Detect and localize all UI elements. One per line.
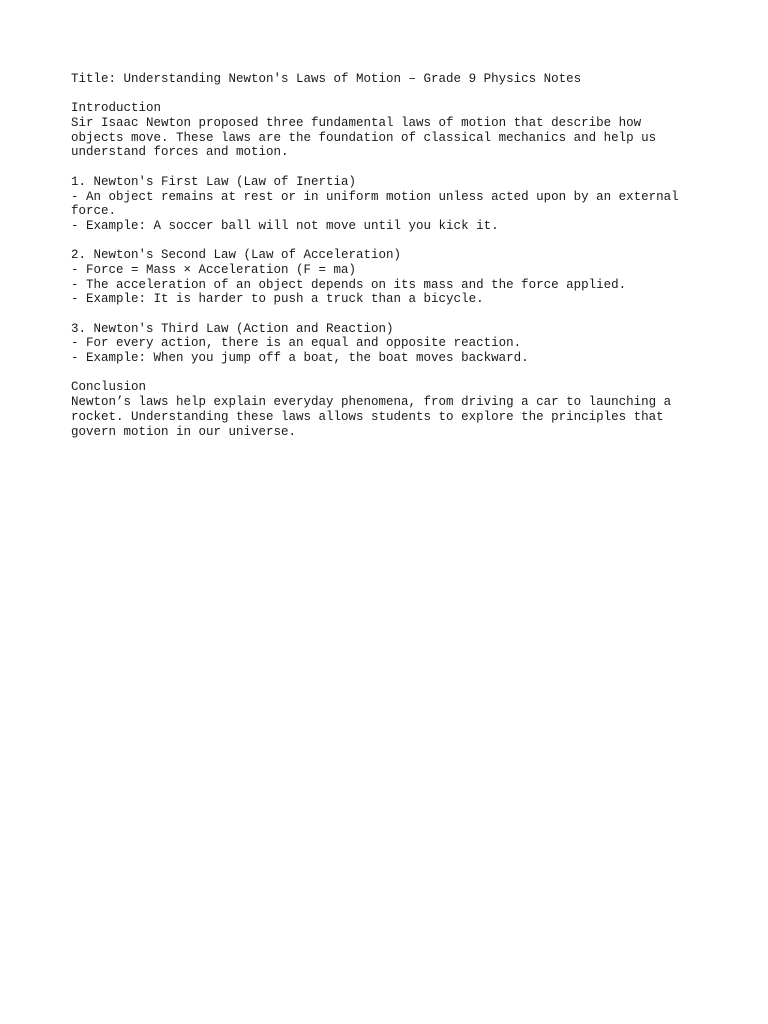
second-law-line: - Force = Mass × Acceleration (F = ma) [71, 262, 357, 277]
introduction-heading: Introduction [71, 101, 162, 116]
document-title: Title: Understanding Newton's Laws of Motion – Grade 9 Physics Notes [71, 72, 582, 86]
first-law-line: - Example: A soccer ball will not move until you kick it. [71, 218, 499, 233]
first-law-line: force. [71, 204, 117, 219]
conclusion-section [71, 380, 711, 439]
second-law-line: - The acceleration of an object depends on its mass and the force applied. [71, 277, 627, 292]
first-law-heading: 1. Newton's First Law (Law of Inertia) [71, 174, 357, 189]
third-law-line: - Example: When you jump off a boat, the boat moves backward. [71, 351, 529, 366]
conclusion-line: Newton’s laws help explain everyday phenomena, from driving a car to launching a [71, 395, 672, 410]
introduction-line: understand forces and motion. [71, 145, 289, 160]
document-title-block [71, 72, 711, 87]
conclusion-line: govern motion in our universe. [71, 424, 297, 439]
introduction-line: objects move. These laws are the foundation of classical mechanics and help us [71, 130, 657, 145]
second-law-line: - Example: It is harder to push a truck than a bicycle. [71, 292, 484, 307]
introduction-line: Sir Isaac Newton proposed three fundamental laws of motion that describe how [71, 116, 642, 131]
conclusion-heading: Conclusion [71, 380, 147, 395]
third-law-section [71, 322, 711, 366]
third-law-heading: 3. Newton's Third Law (Action and Reaction) [71, 321, 394, 336]
first-law-section [71, 175, 711, 234]
document-page [71, 72, 711, 454]
first-law-line: - An object remains at rest or in uniform motion unless acted upon by an external [71, 189, 679, 204]
conclusion-line: rocket. Understanding these laws allows students to explore the principles that [71, 409, 664, 424]
second-law-heading: 2. Newton's Second Law (Law of Acceleration) [71, 248, 402, 263]
second-law-section [71, 248, 711, 307]
third-law-line: - For every action, there is an equal and opposite reaction. [71, 336, 522, 351]
introduction-section [71, 101, 711, 160]
